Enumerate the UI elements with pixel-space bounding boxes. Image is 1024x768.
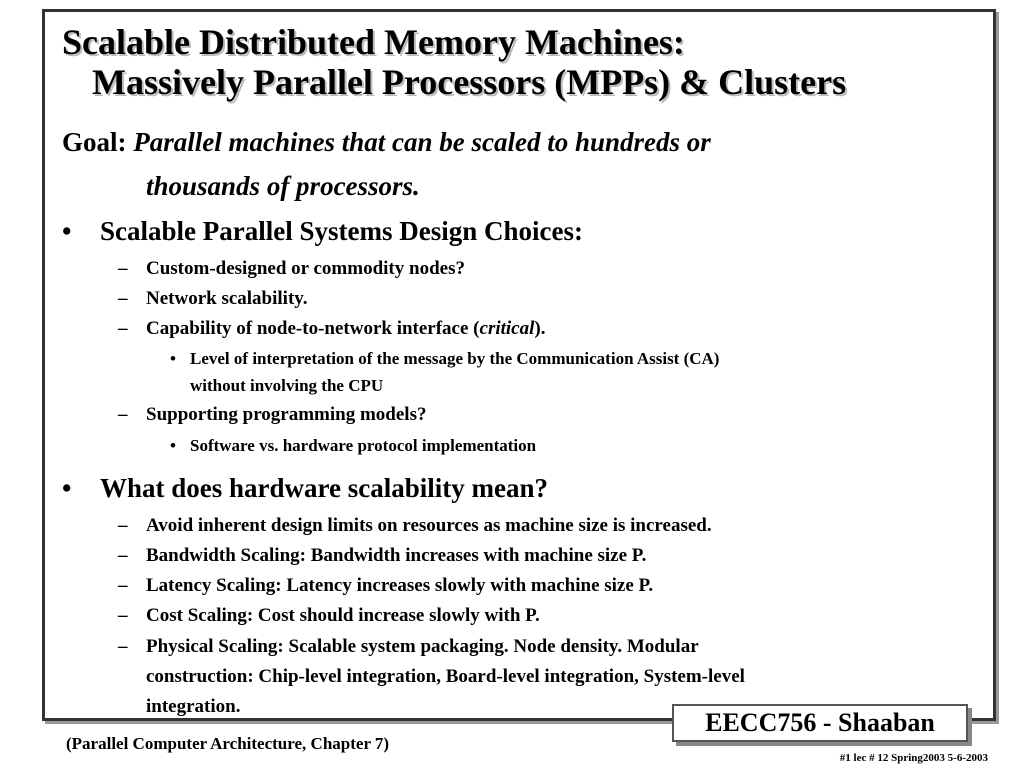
sub-item-text <box>146 314 545 344</box>
sub-sub-item <box>170 345 719 399</box>
title-line-1: Scalable Distributed Memory Machines: <box>62 22 685 62</box>
dash-marker: – <box>118 258 128 279</box>
goal-text: Parallel machines that can be scaled to hundreds or <box>133 127 711 157</box>
bullet-hardware-scalability <box>62 473 548 504</box>
sub-item <box>118 400 426 430</box>
sub-item <box>118 511 712 541</box>
emphasis-critical: critical <box>479 318 535 339</box>
sub-item-text: Network scalability. <box>146 288 308 309</box>
sub-item <box>118 284 308 314</box>
dash-marker: – <box>118 575 128 596</box>
sub-sub-item-text: Level of interpretation of the message by the Communication Assist (CA) without involving the CPU <box>190 349 720 395</box>
sub-item-text: Physical Scaling: Scalable system packaging. Node density. Modular construction: Chip-level integration, Board-level integration, System-level integration. <box>146 636 745 717</box>
sub-item-text-post: ). <box>534 318 546 339</box>
sub-sub-item <box>170 432 536 459</box>
sub-item-text: Avoid inherent design limits on resources as machine size is increased. <box>146 515 712 536</box>
course-badge: EECC756 - Shaaban <box>672 704 968 742</box>
slide-info: #1 lec # 12 Spring2003 5-6-2003 <box>839 752 988 764</box>
sub-sub-item-text: Software vs. hardware protocol implementation <box>190 436 537 455</box>
bullet-marker: • <box>62 473 72 503</box>
sub-item-text: Latency Scaling: Latency increases slowly with machine size P. <box>146 575 654 596</box>
dash-marker: – <box>118 636 128 657</box>
bullet-text: What does hardware scalability mean? <box>100 473 549 503</box>
slide-title <box>62 22 846 102</box>
sub-item <box>118 632 745 722</box>
title-line-2: Massively Parallel Processors (MPPs) & Clusters <box>92 62 847 102</box>
sub-item-text: Custom-designed or commodity nodes? <box>146 258 465 279</box>
bullet-marker: • <box>170 436 176 455</box>
dash-marker: – <box>118 515 128 536</box>
goal-statement <box>62 120 711 208</box>
dash-marker: – <box>118 404 128 425</box>
sub-item-text: Bandwidth Scaling: Bandwidth increases with machine size P. <box>146 545 647 566</box>
bullet-design-choices <box>62 216 583 247</box>
sub-item <box>118 314 545 344</box>
dash-marker: – <box>118 605 128 626</box>
sub-item <box>118 541 646 571</box>
sub-item <box>118 601 540 631</box>
dash-marker: – <box>118 545 128 566</box>
sub-item-text: Supporting programming models? <box>146 404 427 425</box>
goal-label: Goal: <box>62 127 127 157</box>
bullet-marker: • <box>170 349 176 368</box>
bullet-text: Scalable Parallel Systems Design Choices: <box>100 216 583 246</box>
sub-item-text-pre: Capability of node-to-network interface ( <box>146 318 480 339</box>
sub-item <box>118 571 653 601</box>
bullet-marker: • <box>62 216 72 246</box>
sub-item-text: Cost Scaling: Cost should increase slowly with P. <box>146 605 540 626</box>
dash-marker: – <box>118 318 128 339</box>
sub-item <box>118 254 465 284</box>
dash-marker: – <box>118 288 128 309</box>
source-citation: (Parallel Computer Architecture, Chapter 7) <box>66 734 390 753</box>
goal-text-cont: thousands of processors. <box>146 171 420 201</box>
